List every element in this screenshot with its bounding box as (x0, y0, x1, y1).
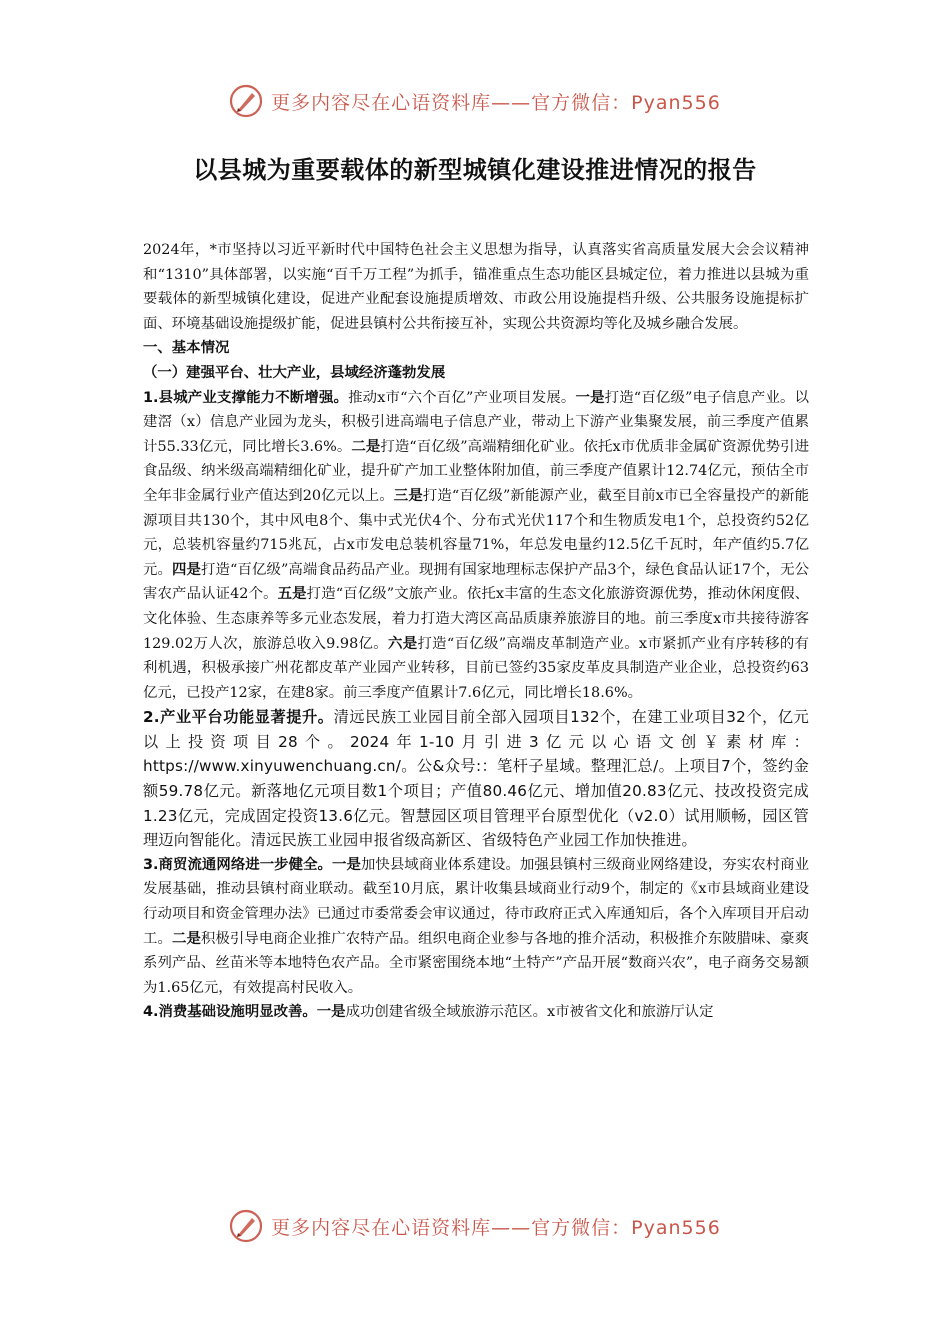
section-heading-basic: 一、基本情况 (143, 340, 230, 357)
paragraph-lead: 4.消费基础设施明显改善。 (143, 1004, 317, 1021)
paragraph-lead: 2.产业平台功能显著提升。 (143, 708, 334, 727)
paragraph-industry-support: 1.县城产业支撑能力不断增强。推动x市“六个百亿”产业项目发展。一是打造“百亿级”电子信息产业。以建滘（x）信息产业园为龙头，积极引进高端电子信息产业，带动上下游产业集聚发展，前三季度产值累计55.33亿元，同比增长3.6%。二是打造“百亿级”高端精细化矿业。依托x市优质非金属矿资源优势引进食品级、纳米级高端精细化矿业，提升矿产加工业整体附加值，前三季度产值累计12.74亿元，预估全市全年非金属行业产值达到20亿元以上。三是打造“百亿级”新能源产业，截至目前x市已全容量投产的新能源项目共130个，其中风电8个、集中式光伏4个、分布式光伏117个和生物质发电1个，总投资约52亿元，总装机容量约715兆瓦，占x市发电总装机容量71%，年总发电量约12.5亿千瓦时，年产值约5.7亿元。四是打造“百亿级”高端食品药品产业。现拥有国家地理标志保护产品3个，绿色食品认证17个，无公害农产品认证42个。五是打造“百亿级”文旅产业。依托x丰富的生态文化旅游资源优势，推动休闲度假、文化体验、生态康养等多元业态发展，着力打造大湾区高品质康养旅游目的地。前三季度x市共接待游客129.02万人次，旅游总收入9.98亿。六是打造“百亿级”高端皮革制造产业。x市紧抓产业有序转移的有利机遇，积极承接广州花都皮革产业园产业转移，目前已签约35家皮革皮具制造产业企业，总投资约63亿元，已投产12家，在建8家。前三季度产值累计7.6亿元，同比增长18.6%。 (143, 388, 809, 701)
intro-paragraph: 2024年，*市坚持以习近平新时代中国特色社会主义思想为指导，认真落实省高质量发展大会会议精神和“1310”具体部署，以实施“百千万工程”为抓手，锚准重点生态功能区县城定位，着力推进以县城为重要载体的新型城镇化建设，促进产业配套设施提质增效、市政公用设施提档升级、公共服务设施提标扩面、环境基础设施提级扩能，促进县镇村公共衔接互补，实现公共资源均等化及城乡融合发展。 (143, 242, 809, 332)
footer-banner (0, 1209, 950, 1253)
page-title: 以县城为重要载体的新型城镇化建设推进情况的报告 (193, 155, 757, 184)
paragraph-commerce: 3.商贸流通网络进一步健全。一是加快县域商业体系建设。加强县镇村三级商业网络建设，夯实农村商业发展基础，推动县镇村商业联动。截至10月底，累计收集县域商业行动9个，制定的《x市县域商业建设行动项目和资金管理办法》已通过市委常委会审议通过，待市政府正式入库通知后，各个入库项目开启动工。二是积极引导电商企业推广农特产品。组织电商企业参与各地的推介活动，积极推介东陂腊味、豪爽系列产品、丝苗米等本地特色农产品。全市紧密围绕本地“土特产”产品开展“数商兴农”，电子商务交易额为1.65亿元，有效提高村民收入。 (143, 855, 809, 996)
paragraph-lead: 1.县城产业支撑能力不断增强。 (143, 389, 349, 406)
paragraph-platform: 2.产业平台功能显著提升。清远民族工业园目前全部入园项目132个，在建工业项目32个，亿元以上投资项目28个。2024年1-10月引进3亿元以心语文创￥素材库：https://www.xinyuwenchuang.cn/。公&众号:：笔杆子星域。整理汇总/。上项目7个，签约金额59.78亿元。新落地亿元项目数1个项目；产值80.46亿元、增加值20.83亿元、技改投资完成1.23亿元，完成固定投资13.6亿元。智慧园区项目管理平台原型优化（v2.0）试用顺畅，园区管理迈向智能化。清远民族工业园申报省级高新区、省级特色产业园工作加快推进。 (143, 708, 810, 850)
document-body (143, 238, 809, 1025)
subsection-heading-1: （一）建强平台、壮大产业，县域经济蓬勃发展 (143, 364, 446, 381)
quill-pen-logo-icon (229, 84, 263, 118)
header-banner (0, 84, 950, 128)
paragraph-consumption: 4.消费基础设施明显改善。一是成功创建省级全域旅游示范区。x市被省文化和旅游厅认定 (143, 1003, 714, 1021)
paragraph-lead: 3.商贸流通网络进一步健全。 (143, 856, 333, 873)
banner-text: 更多内容尽在心语资料库——官方微信：Pyan556 (271, 1216, 721, 1239)
banner-text: 更多内容尽在心语资料库——官方微信：Pyan556 (271, 91, 721, 114)
quill-pen-logo-icon (229, 1209, 263, 1243)
